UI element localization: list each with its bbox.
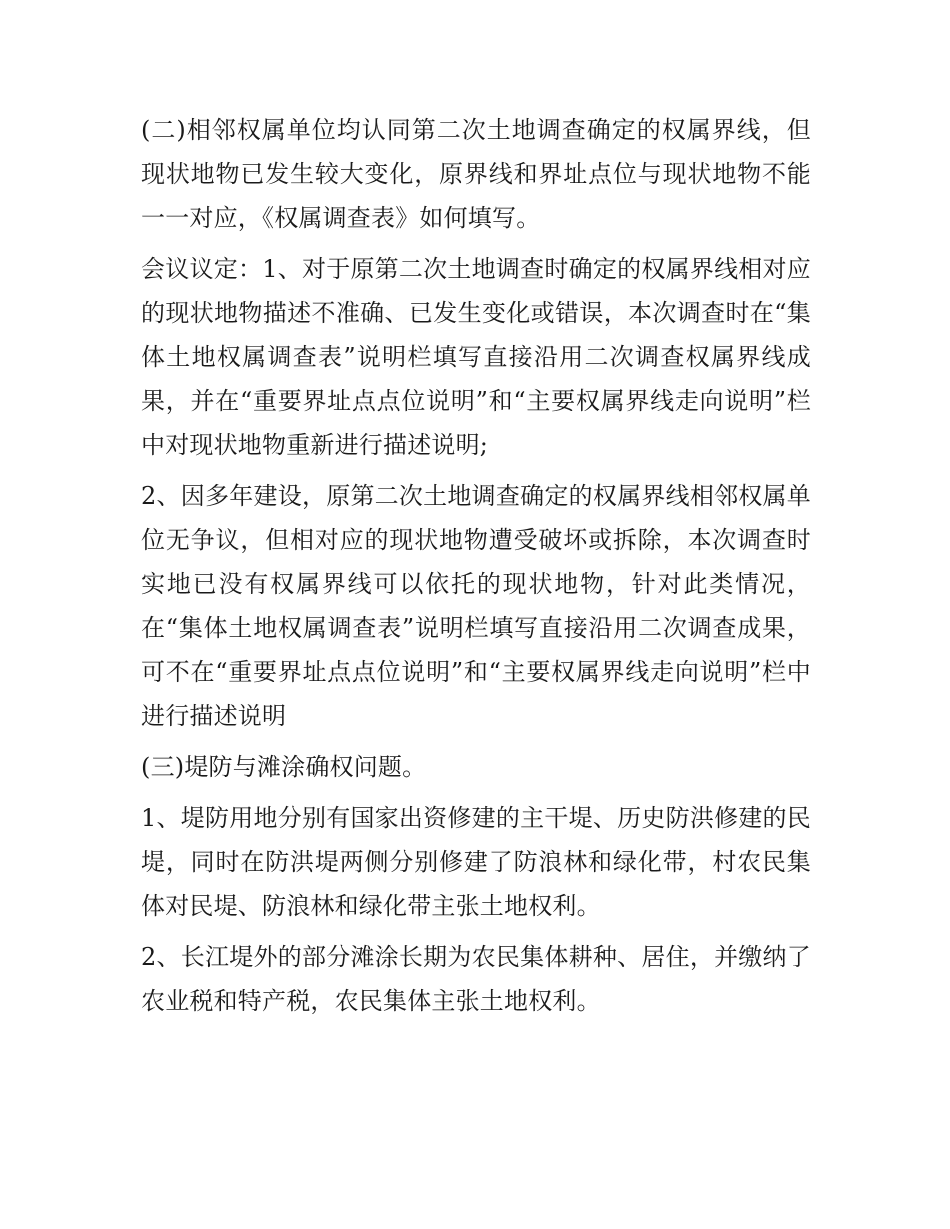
paragraph-meeting-resolution-1: 会议议定：1、对于原第二次土地调查时确定的权属界线相对应的现状地物描述不准确、已发生变化或错误，本次调查时在“集体土地权属调查表”说明栏填写直接沿用二次调查权属界线成果，并在“重要界址点点位说明”和“主要权属界线走向说明”栏中对现状地物重新进行描述说明; (141, 255, 811, 459)
paragraph-levee-item-1: 1、堤防用地分别有国家出资修建的主干堤、历史防洪修建的民堤，同时在防洪堤两侧分别修建了防浪林和绿化带，村农民集体对民堤、防浪林和绿化带主张土地权利。 (141, 804, 811, 920)
paragraph-levee-item-2: 2、长江堤外的部分滩涂长期为农民集体耕种、居住，并缴纳了农业税和特产税，农民集体主张土地权利。 (141, 943, 811, 1015)
paragraph-meeting-resolution-2: 2、因多年建设，原第二次土地调查确定的权属界线相邻权属单位无争议，但相对应的现状地物遭受破坏或拆除，本次调查时实地已没有权属界线可以依托的现状地物，针对此类情况，在“集体土地权属调查表”说明栏填写直接沿用二次调查成果，可不在“重要界址点点位说明”和“主要权属界线走向说明”栏中进行描述说明 (141, 482, 811, 730)
paragraph-boundary-question: (二)相邻权属单位均认同第二次土地调查确定的权属界线，但现状地物已发生较大变化，原界线和界址点位与现状地物不能一一对应，《权属调查表》如何填写。 (141, 116, 811, 232)
document-body (141, 108, 811, 1023)
paragraph-section-heading-levee: (三)堤防与滩涂确权问题。 (141, 753, 427, 781)
